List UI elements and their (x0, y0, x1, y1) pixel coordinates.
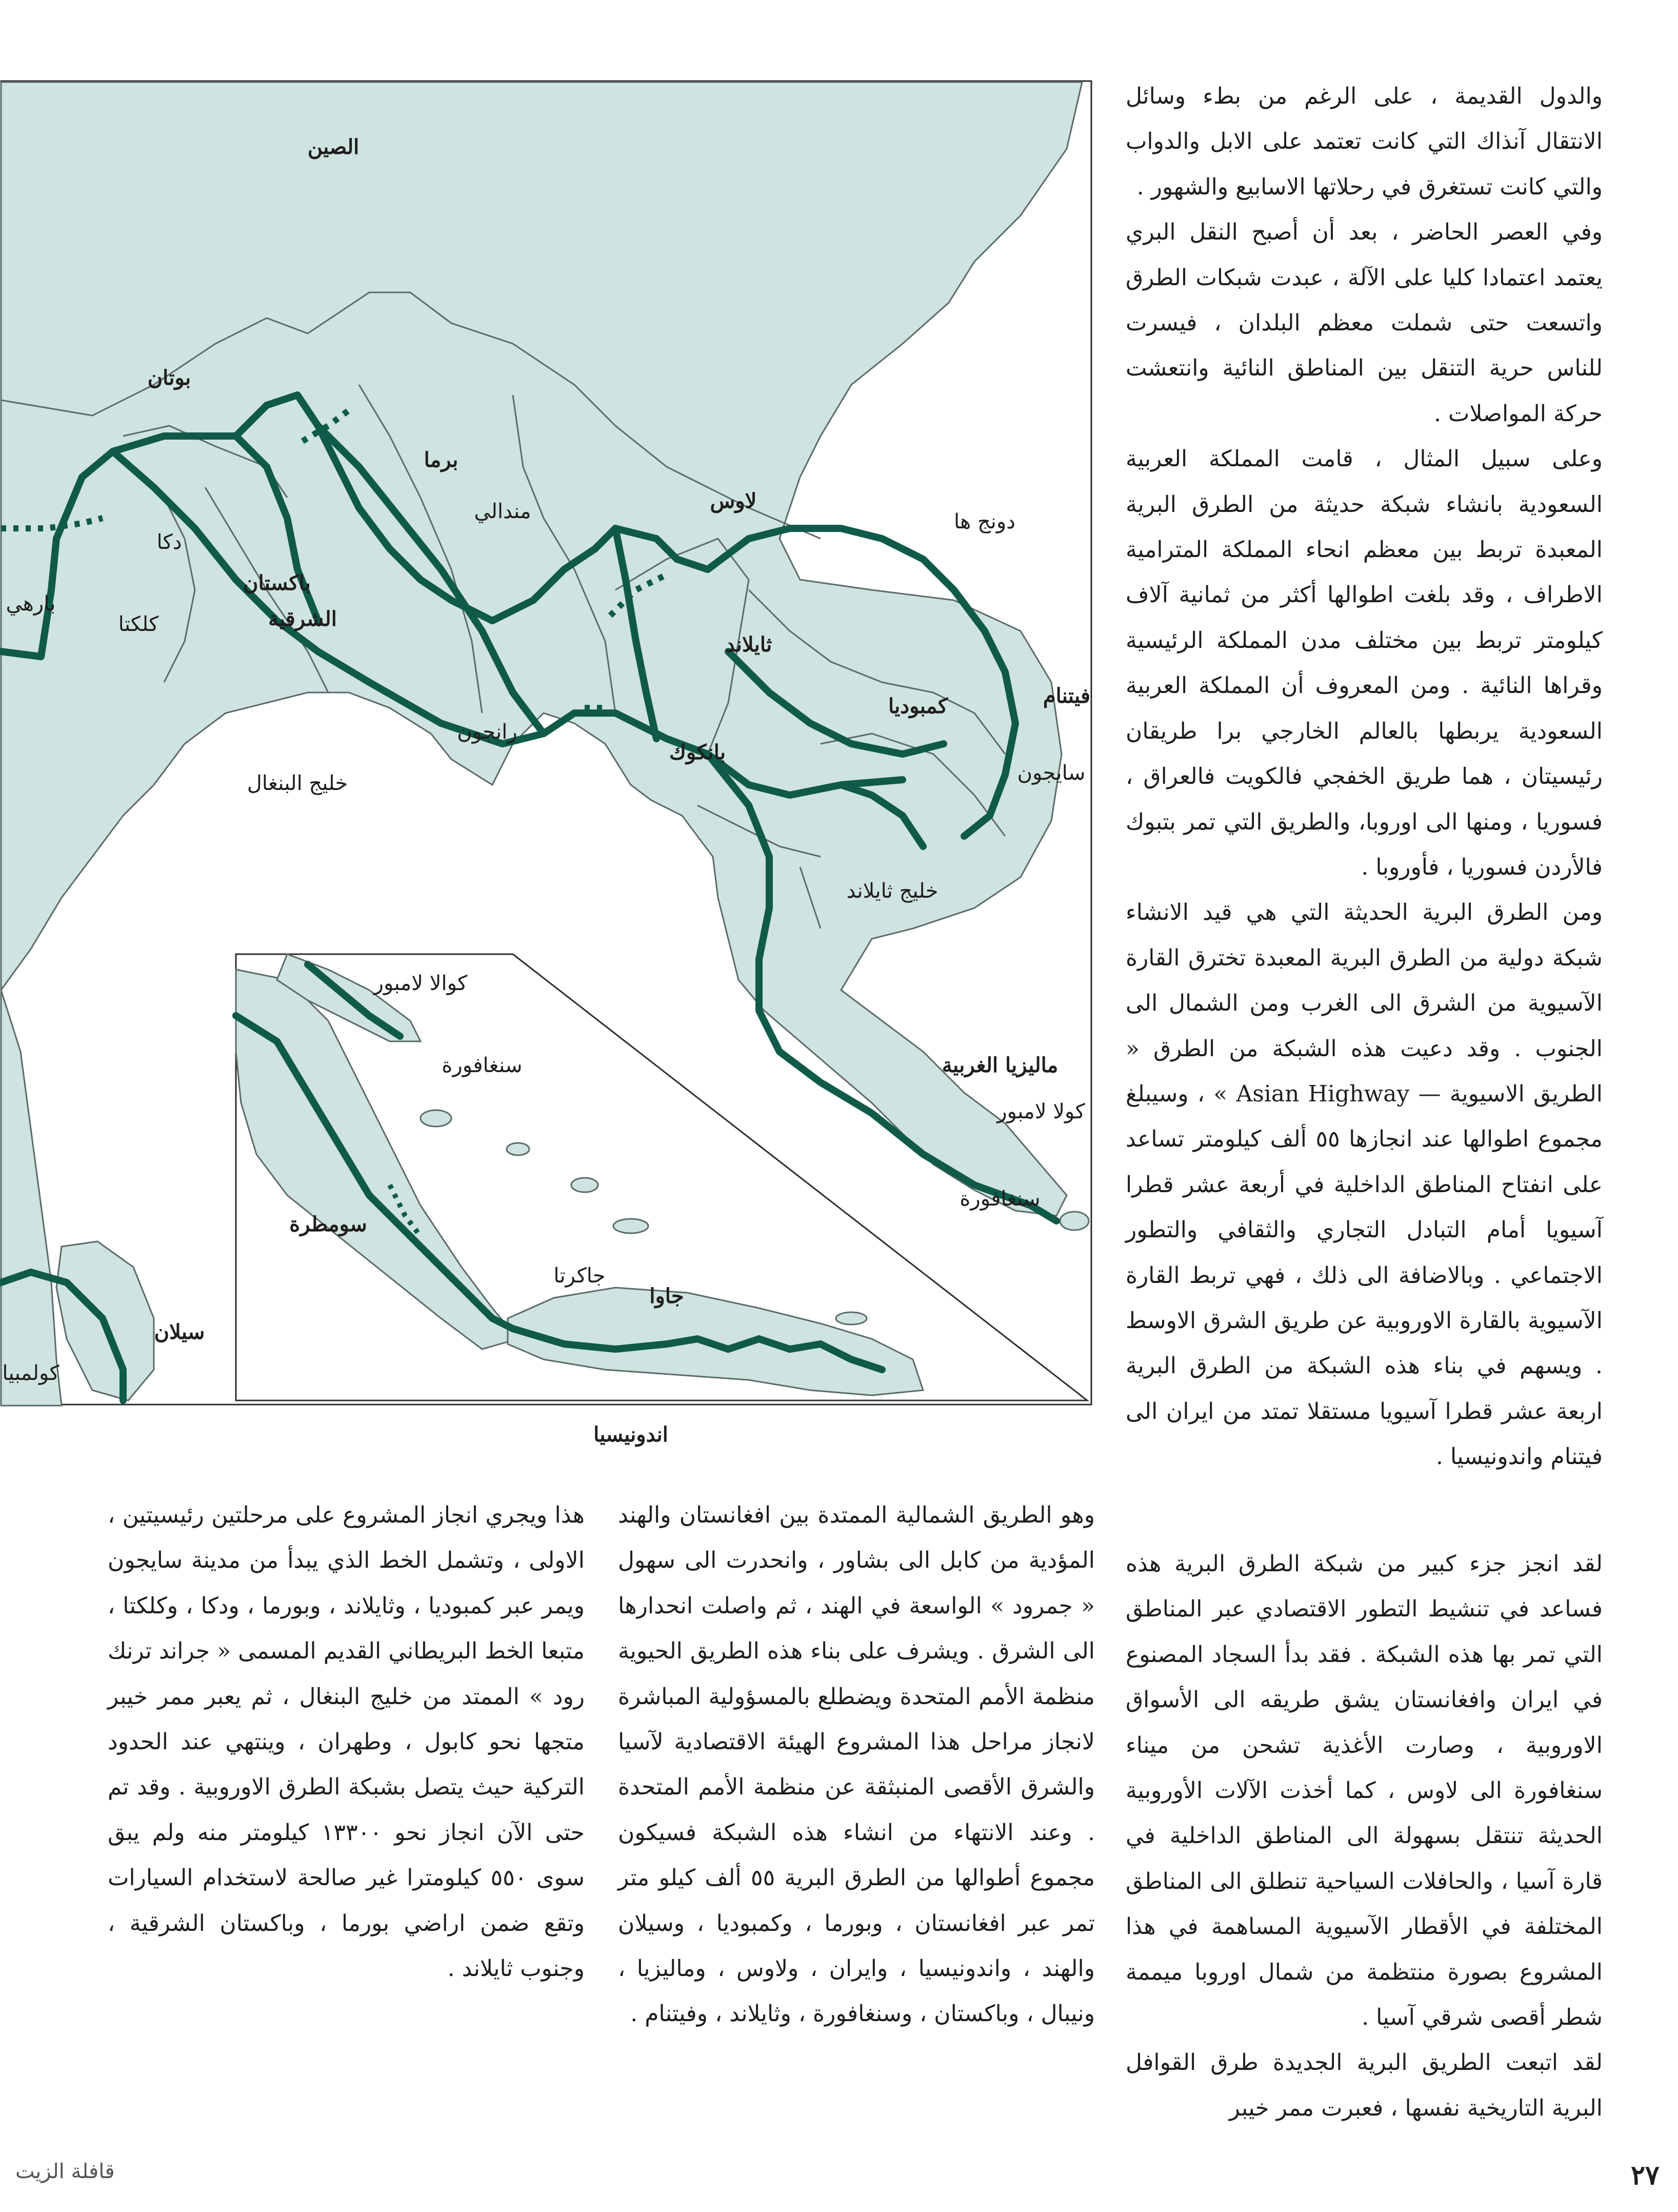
label-kuala-lumpur: كولا لامبور (997, 1100, 1085, 1123)
inset-label-java: جاوا (649, 1284, 684, 1308)
label-singapore: سنغافورة (960, 1187, 1041, 1211)
label-gulf-of-thailand: خليج ثايلاند (846, 879, 938, 903)
label-laos: لاوس (710, 489, 757, 513)
label-bihar: بارهي (6, 592, 56, 616)
singapore-island (1060, 1212, 1089, 1230)
page-number: ٢٧ (1631, 2160, 1660, 2191)
label-bhutan: بوتان (147, 366, 191, 390)
label-saigon: سايجون (1017, 761, 1086, 785)
inset-label-kuala-lumpur: كوالا لامبور (373, 972, 468, 995)
label-thailand: ثايلاند (725, 633, 772, 657)
label-east-pakistan: باكستان (243, 571, 311, 595)
label-mandalay: مندالي (474, 500, 531, 523)
label-burma: برما (424, 448, 458, 472)
article-column-right-lower: لقد انجز جزء كبير من شبكة الطرق البرية هذه فساعد في تنشيط التطور الاقتصادي عبر المناطق التي تمر بها هذه الشبكة . فقد بدأ السجاد المصنوع في ايران وافغانستان يشق طريقه الى الأسواق الاوروبية ، وصارت الأغذية تشحن من ميناء سنغافورة الى لاوس ، كما أخذت الآلات الأوروبية الحديثة تنتقل بسهولة الى المناطق الداخلية في قارة آسيا ، والحافلات السياحية تنطلق الى المناطق المختلفة في الأقطار الآسيوية المساهمة في هذا المشروع بصورة منتظمة من شمال اوروبا ميممة شطر أقصى شرقي آسيا . لقد اتبعت الطريق البرية الجديدة طرق القوافل البرية التاريخية نفسها ، فعبرت ممر خيبر (1126, 1551, 1603, 2121)
inset-label-jakarta: جاكرتا (553, 1264, 606, 1288)
article-column-middle: وهو الطريق الشمالية الممتدة بين افغانستان والهند المؤدية من كابل الى بشاور ، وانحدرت الى سهول « جمرود » الواسعة في الهند ، ثم واصلت انحدارها الى الشرق . ويشرف على بناء هذه الطريق الحيوية منظمة الأمم المتحدة ويضطلع بالمسؤولية المباشرة لانجاز مراحل هذا المشروع الهيئة الاقتصادية لآسيا والشرق الأقصى المنبثقة عن منظمة الأمم المتحدة . وعند الانتهاء من انشاء هذه الشبكة فسيكون مجموع أطوالها من الطرق البرية ٥٥ ألف كيلو متر تمر عبر افغانستان ، وبورما ، وكمبوديا ، وسيلان والهند ، واندونيسيا ، وايران ، ولاوس ، وماليزيا ، ونيبال ، وباكستان ، وسنغافورة ، وثايلاند ، وفيتنام . (618, 1502, 1095, 2027)
label-ceylon: سيلان (154, 1320, 205, 1344)
magazine-name: قافلة الزيت (15, 2160, 115, 2183)
label-vietnam: فيتنام (1043, 684, 1091, 708)
article-column-right-upper: والدول القديمة ، على الرغم من بطء وسائل الانتقال آنذاك التي كانت تعتمد على الابل والدواب والتي كانت تستغرق في رحلاتها الاسابيع والشهور . وفي العصر الحاضر ، بعد أن أصبح النقل البري يعتمد اعتمادا كليا على الآلة ، عبدت شبكات الطرق واتسعت حتى شملت معظم البلدان ، فيسرت للناس حرية التنقل بين المناطق النائية وانتعشت حركة المواصلات . وعلى سبيل المثال ، قامت المملكة العربية السعودية بانشاء شبكة حديثة من الطرق البرية المعبدة تربط بين معظم انحاء المملكة المترامية الاطراف ، وقد بلغت اطوالها أكثر من ثمانية آلاف كيلومتر تربط بين مختلف مدن المملكة الرئيسية وقراها النائية . ومن المعروف أن المملكة العربية السعودية يربطها بالعالم الخارجي برا طريقان رئيسيتان ، هما طريق الخفجي فالكويت فالعراق ، فسوريا ، ومنها الى اوروبا، والطريق التي تمر بتبوك فالأردن فسوريا ، فأوروبا . ومن الطرق البرية الحديثة التي هي قيد الانشاء شبكة دولية من الطرق البرية المعبدة تخترق القارة الآسيوية من الشرق الى الغرب ومن الشمال الى الجنوب . وقد دعيت هذه الشبكة من الطرق « الطريق الاسيوية — Asian Highway » ، وسيبلغ مجموع اطوالها عند انجازها ٥٥ ألف كيلومتر تساعد على انفتاح المناطق الداخلية في أربعة عشر قطرا آسيويا أمام التبادل التجاري والثقافي والتطور الاجتماعي . وبالاضافة الى ذلك ، فهي تربط القارة الآسيوية بالقارة الاوروبية عن طريق الشرق الاوسط . ويسهم في بناء هذه الشبكة من الطرق البرية اربعة عشر قطرا آسيويا مستقلا تمتد من ايران الى فيتنام واندونيسيا . (1126, 83, 1603, 1470)
label-bangkok: بانكوك (669, 740, 726, 764)
label-dacca: دكا (156, 530, 182, 554)
label-china: الصين (307, 135, 359, 159)
label-west-malaysia: ماليزيا الغربية (942, 1053, 1058, 1077)
inset-label-sumatra: سومطرة (289, 1212, 367, 1236)
label-east-pakistan-2: الشرقية (268, 607, 337, 631)
asia-highway-map (0, 77, 1097, 1452)
label-colombo: كولمبيا (2, 1361, 59, 1385)
article-column-left: هذا ويجري انجاز المشروع على مرحلتين رئيسيتين ، الاولى ، وتشمل الخط الذي يبدأ من مدينة سايجون ويمر عبر كمبوديا ، وثايلاند ، وبورما ، ودكا ، وكلكتا ، متبعا الخط البريطاني القديم المسمى « جراند ترنك رود » الممتد من خليج البنغال ، ثم يعبر ممر خيبر متجها نحو كابول ، وطهران ، وينتهي عند الحدود التركية حيث يتصل بشبكة الطرق الاوروبية . وقد تم حتى الآن انجاز نحو ١٣٣٠٠ كيلومتر منه ولم يبق سوى ٥٥٠ كيلومترا غير صالحة لاستخدام السيارات وتقع ضمن اراضي بورما ، وباكستان الشرقية ، وجنوب ثايلاند . (108, 1502, 585, 1982)
label-bay-of-bengal: خليج البنغال (247, 772, 348, 795)
label-calcutta: كلكتا (118, 613, 159, 636)
inset-label-singapore: سنغافورة (442, 1054, 523, 1077)
label-rangoon: رانجون (457, 720, 517, 744)
label-cambodia: كمبوديا (888, 694, 948, 718)
inset-label-indonesia: اندونيسيا (593, 1423, 668, 1447)
label-hanoi: دونج ها (953, 510, 1016, 534)
